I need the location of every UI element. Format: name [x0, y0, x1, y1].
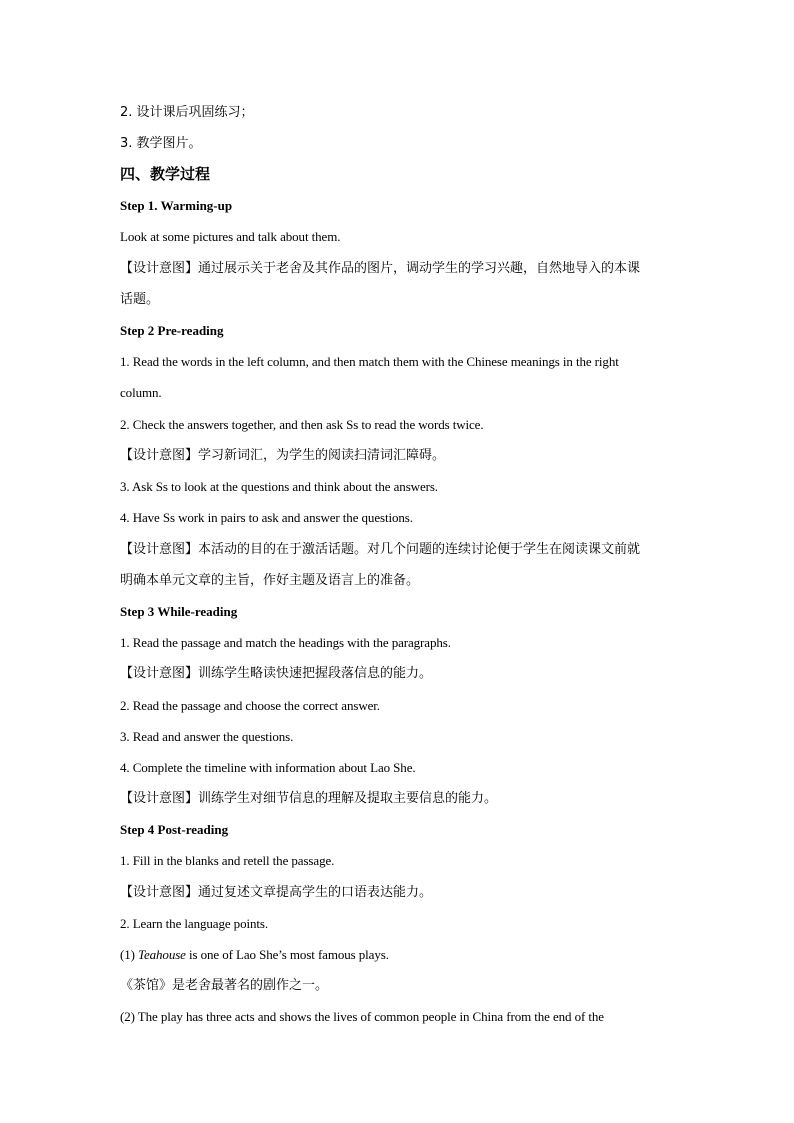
- text-line: 话题。: [120, 292, 160, 307]
- text-line: 1. Fill in the blanks and retell the passage.: [120, 853, 335, 868]
- text-line: 3. Read and answer the questions.: [120, 729, 294, 744]
- text-line: 2. Learn the language points.: [120, 916, 268, 931]
- text-line: 1. Read the passage and match the headings with the paragraphs.: [120, 635, 451, 650]
- design-intent-line: 【设计意图】通过复述文章提高学生的口语表达能力。: [120, 885, 433, 900]
- design-intent-line: 【设计意图】通过展示关于老舍及其作品的图片，调动学生的学习兴趣，自然地导入的本课: [120, 261, 641, 276]
- step-heading: Step 4 Post-reading: [120, 822, 229, 837]
- text-line: 明确本单元文章的主旨，作好主题及语言上的准备。: [120, 573, 420, 588]
- design-intent-line: 【设计意图】训练学生对细节信息的理解及提取主要信息的能力。: [120, 791, 498, 806]
- play-title: Teahouse: [138, 947, 186, 962]
- text-line: [120, 946, 389, 964]
- text-line: 2. Read the passage and choose the correct answer.: [120, 698, 380, 713]
- design-intent-line: 【设计意图】本活动的目的在于激活话题。对几个问题的连续讨论便于学生在阅读课文前就: [120, 542, 641, 557]
- design-intent-line: 【设计意图】训练学生略读快速把握段落信息的能力。: [120, 666, 433, 681]
- step-heading: Step 2 Pre-reading: [120, 323, 224, 338]
- text-line: 3. 教学图片。: [120, 136, 202, 151]
- design-intent-line: 【设计意图】学习新词汇，为学生的阅读扫清词汇障碍。: [120, 448, 446, 463]
- text-line: Look at some pictures and talk about them.: [120, 229, 341, 244]
- step-heading: Step 1. Warming-up: [120, 198, 233, 213]
- text-line: 4. Have Ss work in pairs to ask and answer the questions.: [120, 510, 413, 525]
- text-segment: is one of Lao She’s most famous plays.: [185, 947, 389, 962]
- text-line: 4. Complete the timeline with information about Lao She.: [120, 760, 416, 775]
- text-line: 《茶馆》是老舍最著名的剧作之一。: [120, 978, 329, 993]
- text-line: 2. Check the answers together, and then ask Ss to read the words twice.: [120, 417, 484, 432]
- text-segment: (1): [120, 947, 139, 962]
- text-line: column.: [120, 385, 162, 400]
- step-heading: Step 3 While-reading: [120, 604, 238, 619]
- text-line: 3. Ask Ss to look at the questions and think about the answers.: [120, 479, 438, 494]
- section-heading: 四、教学过程: [120, 165, 211, 183]
- text-line: 2. 设计课后巩固练习；: [120, 105, 254, 120]
- text-line: (2) The play has three acts and shows the lives of common people in China from the end of the: [120, 1009, 604, 1024]
- text-line: 1. Read the words in the left column, and then match them with the Chinese meanings in the right: [120, 354, 619, 369]
